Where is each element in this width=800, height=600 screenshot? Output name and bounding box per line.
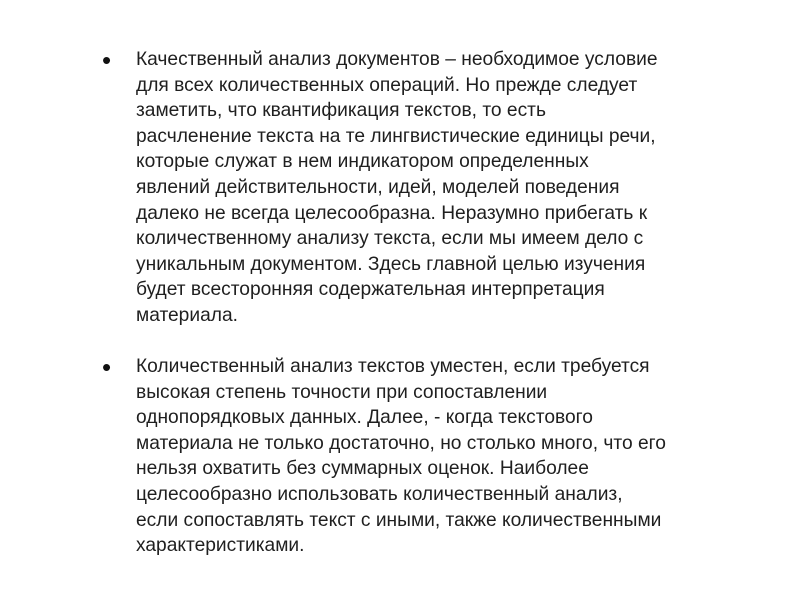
- text-line: материала.: [136, 304, 238, 326]
- text-line: высокая степень точности при сопоставлении: [136, 381, 548, 403]
- text-line: будет всесторонняя содержательная интерпретация: [136, 279, 605, 301]
- text-line: Качественный анализ документов – необходимое условие: [136, 49, 658, 70]
- text-line: заметить, что квантификация текстов, то есть: [136, 100, 546, 122]
- bullet-text: [136, 354, 666, 559]
- text-line: уникальным документом. Здесь главной целью изучения: [136, 253, 646, 275]
- bullet-text: [136, 47, 658, 329]
- text-line: Количественный анализ текстов уместен, если требуется: [136, 356, 650, 377]
- text-line: далеко не всегда целесообразна. Неразумно прибегать к: [136, 202, 648, 224]
- text-line: явлений действительности, идей, моделей поведения: [136, 176, 620, 198]
- text-line: для всех количественных операций. Но прежде следует: [136, 74, 638, 96]
- bullet-marker: •: [102, 352, 112, 382]
- text-line: расчленение текста на те лингвистические единицы речи,: [136, 125, 656, 147]
- text-line: нельзя охватить без суммарных оценок. Наиболее: [136, 458, 589, 480]
- text-line: однопорядковых данных. Далее, - когда текстового: [136, 407, 593, 429]
- text-line: которые служат в нем индикатором определенных: [136, 151, 589, 173]
- text-line: количественному анализу текста, если мы имеем дело с: [136, 228, 644, 250]
- text-line: если сопоставлять текст с иными, также количественными: [136, 509, 662, 531]
- bullet-marker: •: [102, 45, 112, 75]
- text-line: целесообразно использовать количественный анализ,: [136, 483, 623, 505]
- text-line: материала не только достаточно, но столько много, что его: [136, 432, 666, 454]
- text-line: характеристиками.: [136, 535, 305, 557]
